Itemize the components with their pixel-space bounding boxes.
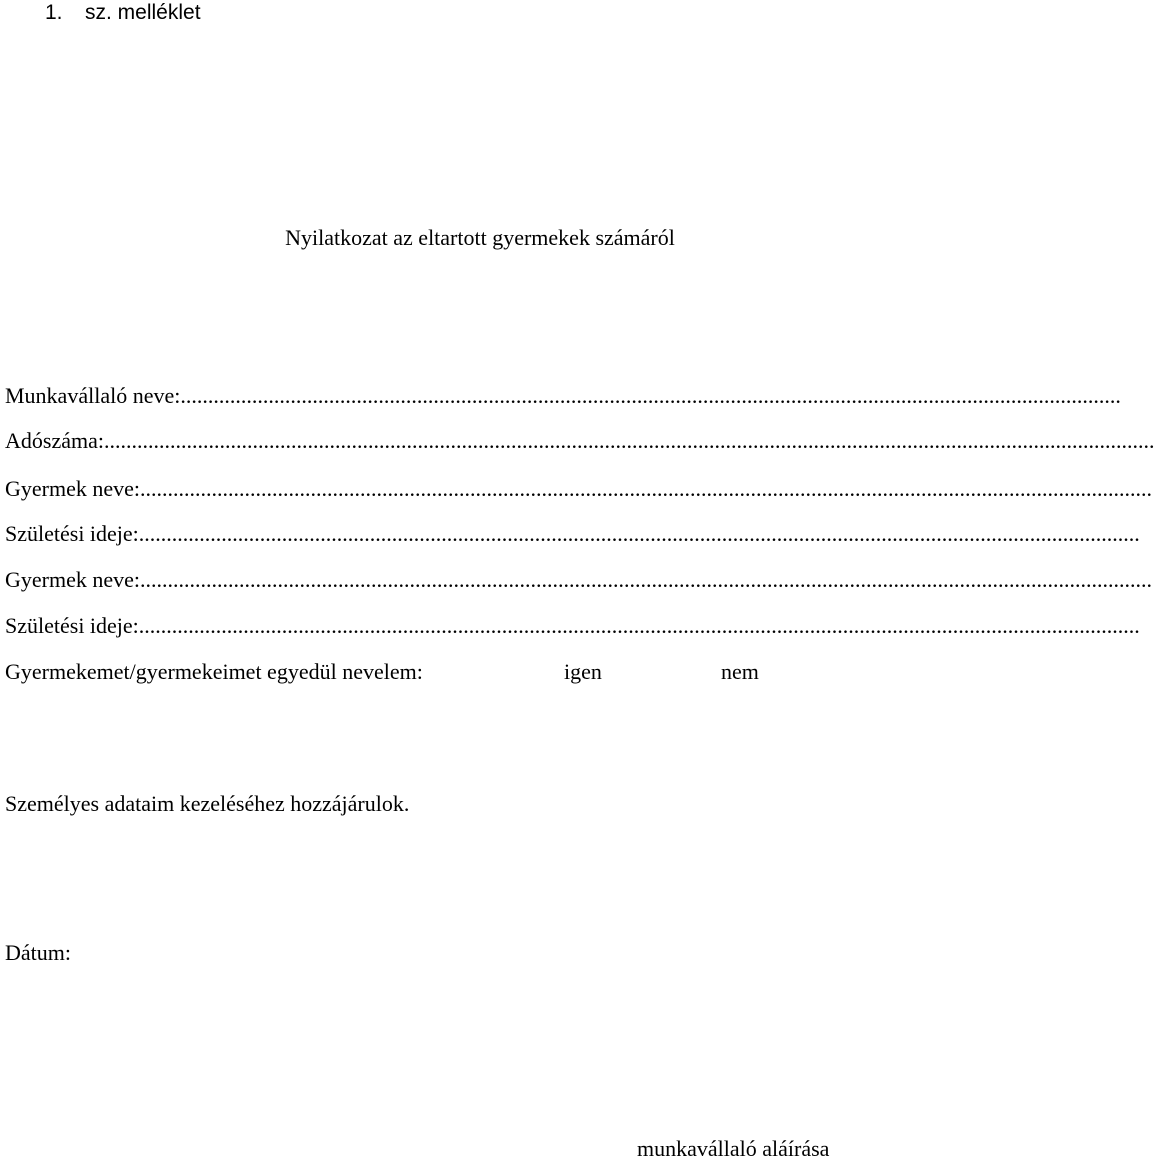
child-birth-date-label-2: Születési ideje: [5,613,139,638]
employee-name-field[interactable] [5,383,1121,409]
child-birth-date-dotted-line-2[interactable]: ...................................................................................................................................................................................... [138,613,1140,638]
option-yes[interactable]: igen [564,659,602,684]
data-consent-statement: Személyes adataim kezeléséhez hozzájárulok. [5,791,410,816]
annex-label [45,0,201,26]
signature-label: munkavállaló aláírása [637,1136,830,1161]
date-label: Dátum: [5,940,71,965]
child-name-dotted-line-1[interactable]: ........................................................................................................................................................................................ [140,476,1152,501]
tax-number-dotted-line[interactable]: ............................................................................................................................................................................................... [103,428,1154,453]
child-name-label-2: Gyermek neve: [5,567,140,592]
document-title: Nyilatkozat az eltartott gyermekek számáról [285,225,675,250]
child-name-dotted-line-2[interactable]: ........................................................................................................................................................................................ [140,567,1152,592]
child-name-label-1: Gyermek neve: [5,476,140,501]
child-name-field-2[interactable] [5,567,1152,593]
employee-name-dotted-line[interactable]: ........................................................................................................................................................................... [180,383,1121,408]
child-birth-date-label-1: Születési ideje: [5,521,139,546]
child-birth-date-field-1[interactable] [5,521,1140,547]
child-birth-date-field-2[interactable] [5,613,1140,639]
tax-number-label: Adószáma: [5,428,104,453]
annex-number: 1. [45,1,63,24]
single-parent-question: Gyermekemet/gyermekeimet egyedül nevelem: [5,659,423,684]
tax-number-field[interactable] [5,428,1154,454]
child-name-field-1[interactable] [5,476,1152,502]
annex-text: sz. melléklet [85,1,201,24]
employee-name-label: Munkavállaló neve: [5,383,181,408]
child-birth-date-dotted-line-1[interactable]: ...................................................................................................................................................................................... [138,521,1140,546]
option-no[interactable]: nem [721,659,759,684]
